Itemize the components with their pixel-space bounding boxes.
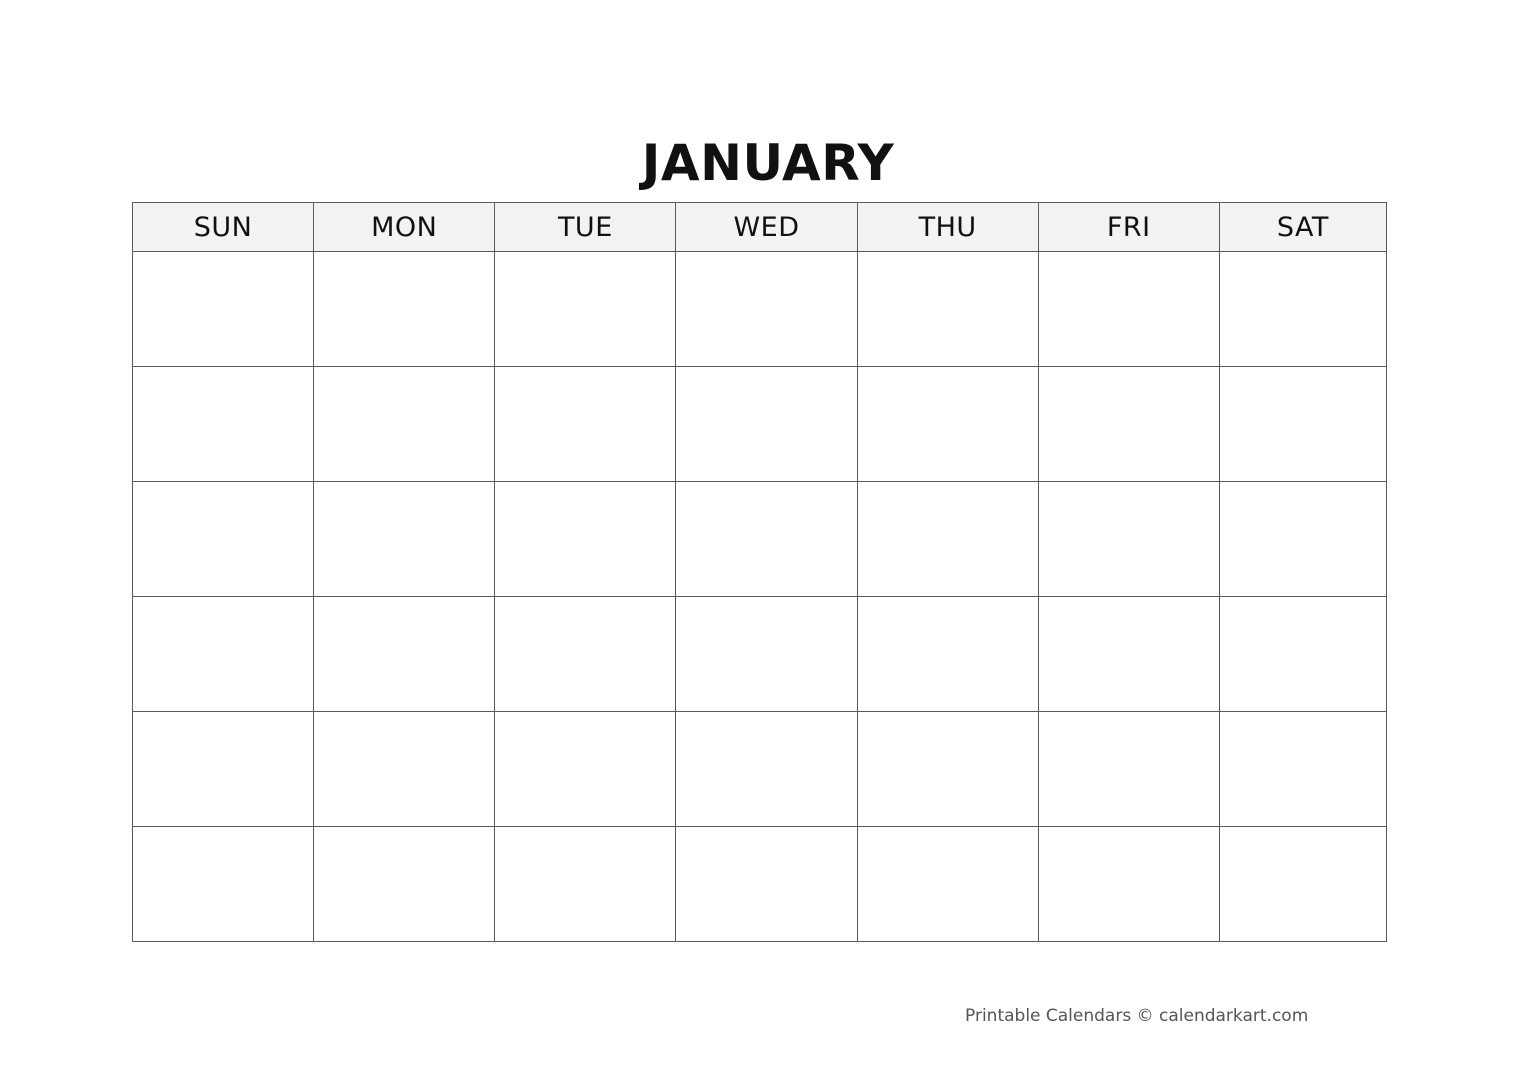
day-cell	[676, 367, 857, 482]
day-cell	[1038, 252, 1219, 367]
day-cell	[1038, 827, 1219, 942]
day-cell	[857, 252, 1038, 367]
day-cell	[676, 597, 857, 712]
day-cell	[676, 827, 857, 942]
day-cell	[1219, 367, 1386, 482]
day-cell	[133, 367, 314, 482]
weekday-header-sat: SAT	[1219, 203, 1386, 252]
week-row	[133, 367, 1387, 482]
day-cell	[1219, 597, 1386, 712]
weekday-header-sun: SUN	[133, 203, 314, 252]
day-cell	[1038, 367, 1219, 482]
weekday-header-wed: WED	[676, 203, 857, 252]
month-title: JANUARY	[641, 134, 895, 192]
day-cell	[495, 597, 676, 712]
day-cell	[676, 712, 857, 827]
day-cell	[857, 712, 1038, 827]
day-cell	[314, 367, 495, 482]
weekday-header-fri: FRI	[1038, 203, 1219, 252]
day-cell	[133, 252, 314, 367]
day-cell	[676, 252, 857, 367]
day-cell	[1038, 482, 1219, 597]
day-cell	[857, 367, 1038, 482]
day-cell	[857, 827, 1038, 942]
day-cell	[495, 827, 676, 942]
week-row	[133, 827, 1387, 942]
weekday-header-thu: THU	[857, 203, 1038, 252]
day-cell	[495, 367, 676, 482]
day-cell	[1219, 712, 1386, 827]
day-cell	[495, 252, 676, 367]
day-cell	[857, 597, 1038, 712]
day-cell	[314, 712, 495, 827]
week-row	[133, 712, 1387, 827]
day-cell	[1038, 597, 1219, 712]
day-cell	[495, 482, 676, 597]
week-row	[133, 597, 1387, 712]
day-cell	[314, 252, 495, 367]
day-cell	[314, 482, 495, 597]
weekday-header-mon: MON	[314, 203, 495, 252]
week-row	[133, 482, 1387, 597]
day-cell	[1219, 482, 1386, 597]
calendar-grid	[132, 202, 1387, 942]
day-cell	[1219, 827, 1386, 942]
day-cell	[314, 597, 495, 712]
day-cell	[495, 712, 676, 827]
day-cell	[133, 712, 314, 827]
day-cell	[133, 827, 314, 942]
day-cell	[133, 597, 314, 712]
day-cell	[676, 482, 857, 597]
day-cell	[133, 482, 314, 597]
footer-credit: Printable Calendars © calendarkart.com	[965, 1006, 1309, 1026]
week-row	[133, 252, 1387, 367]
weekday-header-tue: TUE	[495, 203, 676, 252]
day-cell	[314, 827, 495, 942]
day-cell	[1219, 252, 1386, 367]
day-cell	[1038, 712, 1219, 827]
weekday-header-row	[133, 203, 1387, 252]
day-cell	[857, 482, 1038, 597]
